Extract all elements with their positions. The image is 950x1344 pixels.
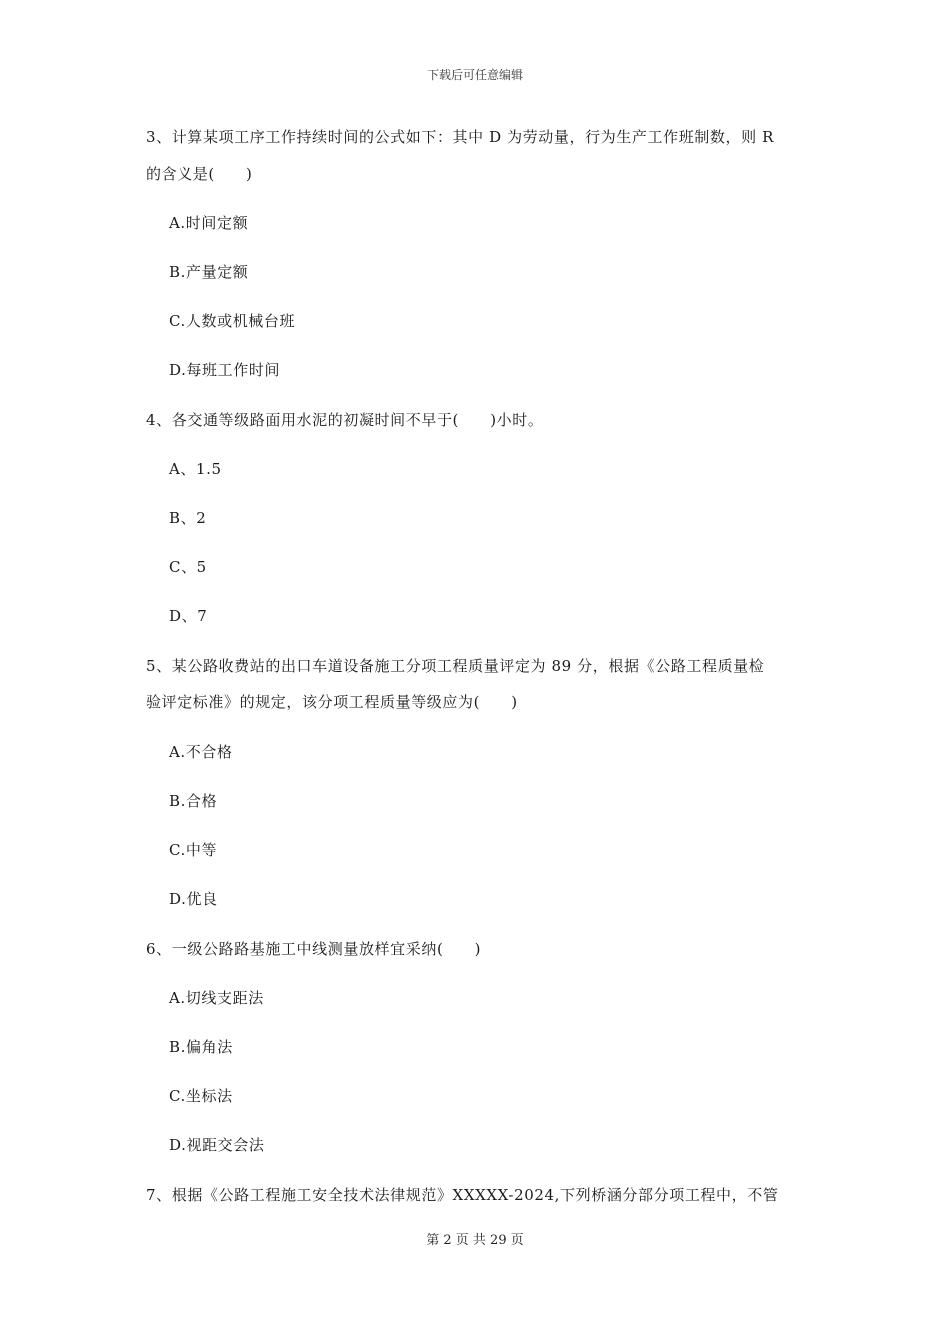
question-5-option-b: B.合格 [169,792,218,810]
question-3-option-a: A.时间定额 [169,214,249,232]
question-3-option-c: C.人数或机械台班 [169,312,296,330]
question-5-line-2: 验评定标准》的规定，该分项工程质量等级应为( ) [146,693,518,711]
question-6-line-1: 6、一级公路路基施工中线测量放样宜采纳( ) [146,940,482,958]
question-4-option-a: A、1.5 [169,460,222,478]
question-6-option-b: B.偏角法 [169,1038,233,1056]
question-5-line-1: 5、某公路收费站的出口车道设备施工分项工程质量评定为 89 分，根据《公路工程质量检 [146,657,765,675]
question-4-option-c: C、5 [169,558,207,576]
question-7-line-1: 7、根据《公路工程施工安全技术法律规范》XXXXX-2024,下列桥涵分部分项工程中，不管 [146,1186,779,1204]
question-5-option-d: D.优良 [169,890,218,908]
question-5-option-a: A.不合格 [169,743,233,761]
question-6-option-c: C.坐标法 [169,1087,233,1105]
question-3-line-2: 的含义是( ) [146,165,253,183]
question-4-option-b: B、2 [169,509,207,527]
question-6-option-a: A.切线支距法 [169,989,264,1007]
question-4-option-d: D、7 [169,607,208,625]
page-header: 下载后可任意编辑 [426,68,523,82]
question-6-option-d: D.视距交会法 [169,1136,265,1154]
question-3-option-d: D.每班工作时间 [169,361,281,379]
question-3-option-b: B.产量定额 [169,263,249,281]
question-5-option-c: C.中等 [169,841,218,859]
question-3-line-1: 3、计算某项工序工作持续时间的公式如下：其中 D 为劳动量，行为生产工作班制数，则 R [146,128,774,146]
question-4-line-1: 4、各交通等级路面用水泥的初凝时间不早于( )小时。 [146,411,544,429]
page-footer: 第 2 页 共 29 页 [426,1233,524,1248]
